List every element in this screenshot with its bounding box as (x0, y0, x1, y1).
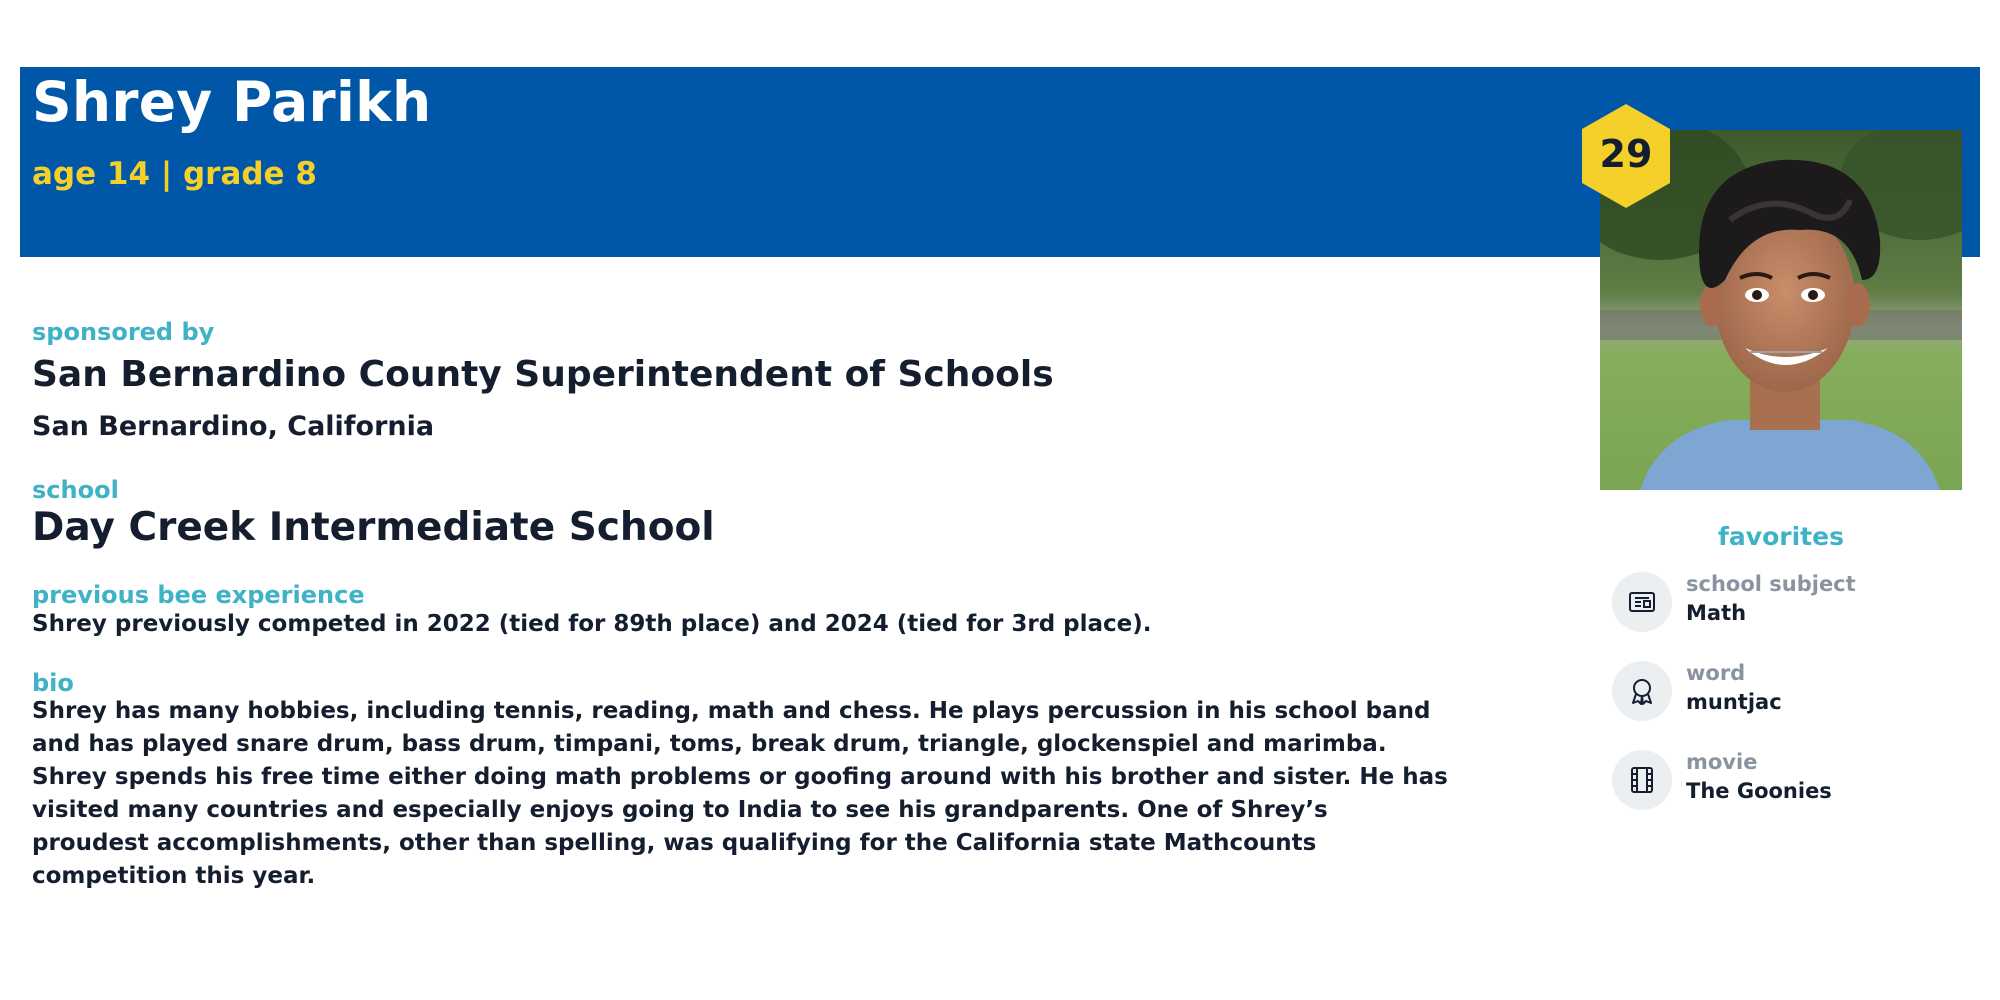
favorites-title: favorites (1718, 522, 1844, 551)
favorite-word (1612, 661, 1972, 725)
speller-age-grade: age 14 | grade 8 (32, 156, 317, 192)
school-name: Day Creek Intermediate School (32, 505, 715, 550)
school-label: school (32, 476, 119, 504)
sponsor-label: sponsored by (32, 318, 215, 346)
speller-number: 29 (1599, 132, 1653, 176)
favorite-movie (1612, 750, 1972, 814)
favorite-school-subject (1612, 572, 1972, 636)
bio-label: bio (32, 669, 74, 697)
favorite-label: school subject (1686, 572, 1856, 596)
certificate-icon (1612, 572, 1672, 632)
sponsor-location: San Bernardino, California (32, 411, 435, 442)
bio-text: Shrey has many hobbies, including tennis, reading, math and chess. He plays percussion in his school band and has played snare drum, bass drum, timpani, toms, break drum, triangle, glockenspiel and marimba. Shrey spends his free time either doing math problems or goofing around with his brother and sister. He has visited many countries and especially enjoys going to India to see his grandparents. One of Shrey’s proudest accomplishments, other than spelling, was qualifying for the California state Mathcounts competition this year. (32, 698, 1448, 889)
favorite-label: movie (1686, 750, 1758, 774)
experience-label: previous bee experience (32, 581, 365, 609)
favorite-value: muntjac (1686, 690, 1782, 714)
favorite-value: The Goonies (1686, 779, 1832, 803)
speller-number-badge (1578, 102, 1674, 210)
film-icon (1612, 750, 1672, 810)
sponsor-name: San Bernardino County Superintendent of Schools (32, 354, 1054, 395)
speller-name: Shrey Parikh (32, 70, 432, 134)
award-ribbon-icon (1612, 661, 1672, 721)
favorite-value: Math (1686, 601, 1747, 625)
favorite-label: word (1686, 661, 1746, 685)
experience-text: Shrey previously competed in 2022 (tied for 89th place) and 2024 (tied for 3rd place). (32, 611, 1152, 637)
